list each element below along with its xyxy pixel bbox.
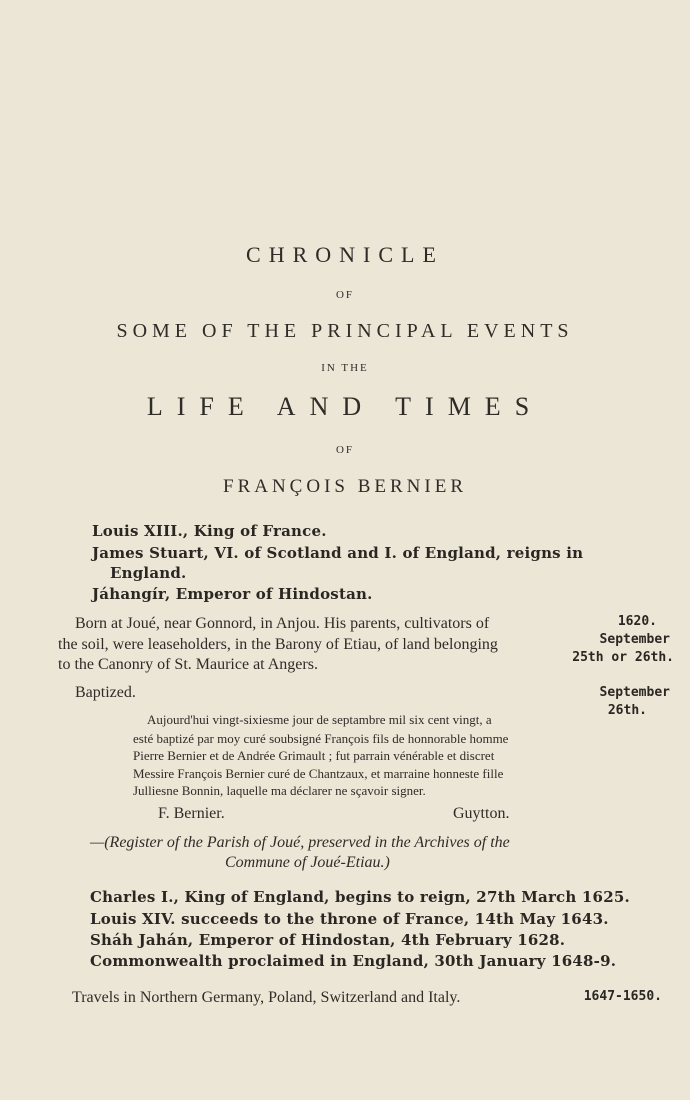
ruler-line: Louis XIV. succeeds to the throne of France, 14th May 1643.: [90, 910, 609, 928]
signature-left: F. Bernier.: [158, 805, 225, 822]
heading-of-2: OF: [335, 444, 355, 456]
margin-date: 1647-1650.: [583, 989, 662, 1004]
travels-line: Travels in Northern Germany, Poland, Switzerland and Italy.: [72, 989, 461, 1006]
register-line: Messire François Bernier curé de Chantzaux, et marraine honneste fille: [133, 766, 504, 781]
register-line: Julliesne Bonnin, laquelle ma déclarer ne sçavoir signer.: [133, 783, 426, 798]
margin-date: September: [599, 632, 670, 647]
register-line: Aujourd'hui vingt-sixiesme jour de septambre mil six cent vingt, a: [147, 712, 492, 727]
born-line: to the Canonry of St. Maurice at Angers.: [58, 656, 318, 673]
heading-in-the: IN THE: [321, 362, 369, 374]
margin-date: 25th or 26th.: [572, 650, 674, 665]
source-citation: —(Register of the Parish of Joué, preserved in the Archives of the: [90, 834, 510, 851]
margin-date: 26th.: [607, 703, 647, 718]
ruler-line: England.: [110, 564, 187, 582]
register-line: Pierre Bernier et de Andrée Grimault ; fut parrain vénérable et discret: [133, 748, 495, 763]
heading-life-and-times: LIFE AND TIMES: [146, 392, 544, 421]
heading-name: FRANÇOIS BERNIER: [223, 476, 467, 497]
heading-principal-events: SOME OF THE PRINCIPAL EVENTS: [116, 320, 574, 342]
margin-date: September: [599, 685, 670, 700]
born-line: the soil, were leaseholders, in the Barony of Etiau, of land belonging: [58, 636, 498, 653]
ruler-line: Louis XIII., King of France.: [92, 522, 327, 540]
heading-of: OF: [335, 289, 355, 301]
ruler-line: Commonwealth proclaimed in England, 30th January 1648-9.: [90, 952, 617, 970]
margin-date: 1620.: [617, 614, 657, 629]
source-citation: Commune of Joué-Etiau.): [225, 854, 390, 871]
ruler-line: James Stuart, VI. of Scotland and I. of England, reigns in: [92, 544, 584, 562]
heading-chronicle: CHRONICLE: [246, 242, 444, 267]
ruler-line: Jáhangír, Emperor of Hindostan.: [92, 585, 373, 603]
register-line: esté baptizé par moy curé soubsigné François fils de honnorable homme: [133, 731, 509, 746]
signature-right: Guytton.: [453, 805, 510, 822]
ruler-line: Charles I., King of England, begins to reign, 27th March 1625.: [90, 888, 630, 906]
ruler-line: Sháh Jahán, Emperor of Hindostan, 4th February 1628.: [90, 931, 566, 949]
born-line: Born at Joué, near Gonnord, in Anjou. His parents, cultivators of: [75, 615, 490, 632]
baptized-label: Baptized.: [75, 684, 136, 701]
